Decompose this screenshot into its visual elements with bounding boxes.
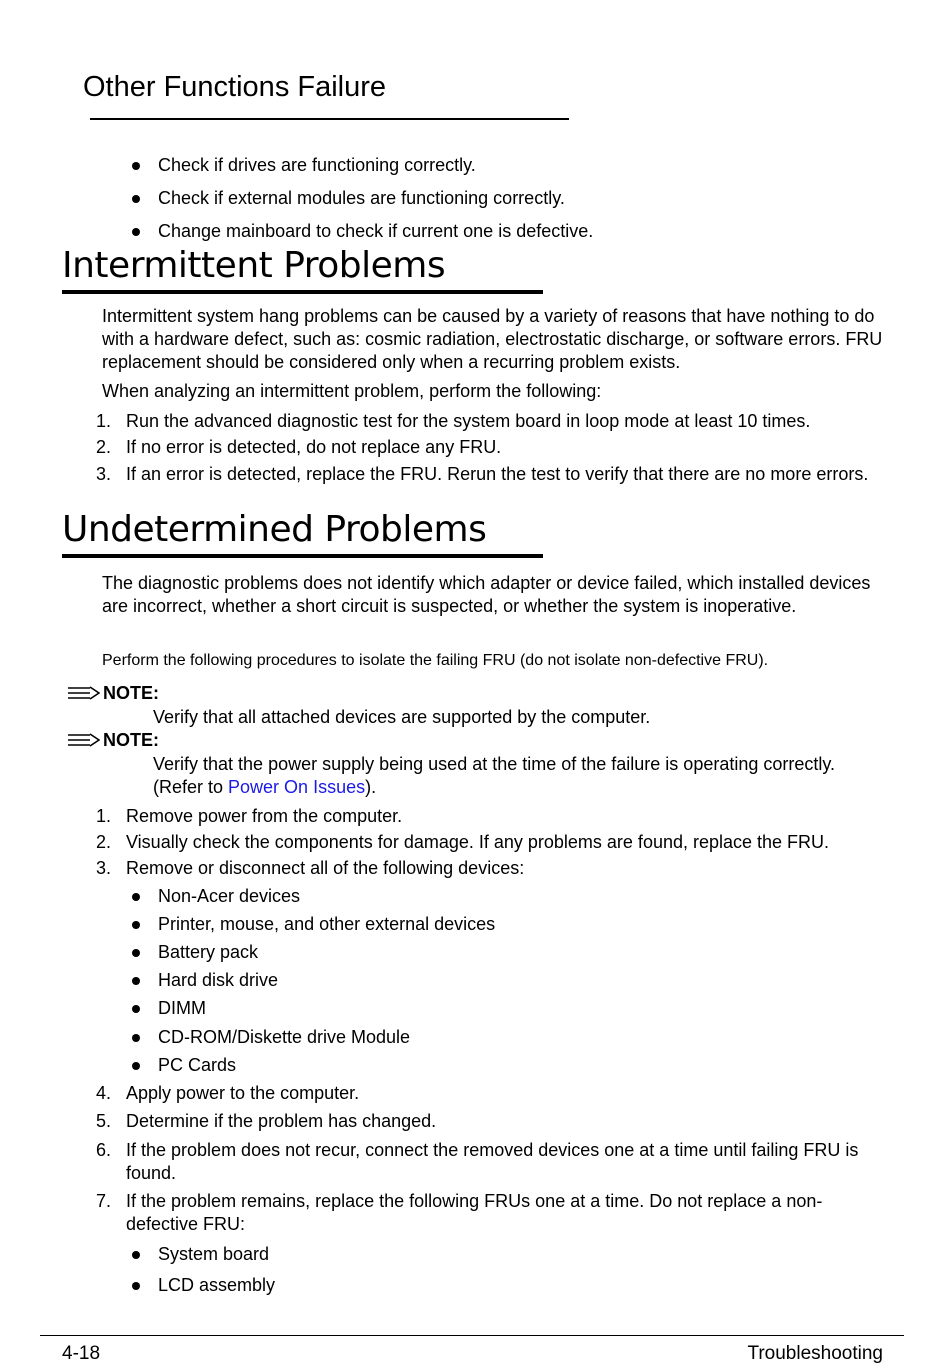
- intermittent-intro: When analyzing an intermittent problem, perform the following:: [102, 381, 602, 401]
- bullet-icon: [132, 949, 140, 957]
- bullet-icon: [132, 977, 140, 985]
- note-icon: [68, 686, 100, 700]
- page-number: 4-18: [62, 1343, 101, 1364]
- section-rule: [62, 290, 543, 294]
- note-reference: (Refer to Power On Issues).: [153, 777, 377, 797]
- section-heading-intermittent: Intermittent Problems: [62, 245, 446, 286]
- bullet-icon: [132, 228, 140, 236]
- note-text: Verify that all attached devices are supported by the computer.: [153, 707, 651, 727]
- note-icon: [68, 733, 100, 747]
- bullet-icon: [132, 195, 140, 203]
- section-heading-undetermined: Undetermined Problems: [62, 509, 487, 550]
- bullet-icon: [132, 1251, 140, 1259]
- undetermined-intro: Perform the following procedures to isolate the failing FRU (do not isolate non-defective FRU).: [102, 652, 769, 669]
- footer-section: Troubleshooting: [747, 1343, 883, 1364]
- bullet-icon: [132, 1062, 140, 1070]
- bullet-icon: [132, 921, 140, 929]
- bullet-icon: [132, 893, 140, 901]
- section-rule: [62, 554, 543, 558]
- bullet-icon: [132, 1282, 140, 1290]
- power-on-issues-link[interactable]: Power On Issues: [228, 777, 366, 797]
- footer-rule: [40, 1335, 904, 1336]
- undetermined-paragraph: The diagnostic problems does not identify which adapter or device failed, which installed devices are incorrect, whether a short circuit is suspected, or whether the system is inoperative.: [102, 573, 871, 616]
- bullet-icon: [132, 1034, 140, 1042]
- bullet-icon: [132, 162, 140, 170]
- bullet-icon: [132, 1005, 140, 1013]
- note-text: Verify that the power supply being used at the time of the failure is operating correctly.: [153, 754, 836, 774]
- intermittent-paragraph: Intermittent system hang problems can be caused by a variety of reasons that have nothing to do with a hardware defect, such as: cosmic radiation, electrostatic discharge, or software errors. FRU replacement should be considered only when a recurring problem exists.: [102, 306, 883, 372]
- subsection-title: Other Functions Failure: [83, 71, 387, 103]
- subsection-rule: [90, 118, 569, 120]
